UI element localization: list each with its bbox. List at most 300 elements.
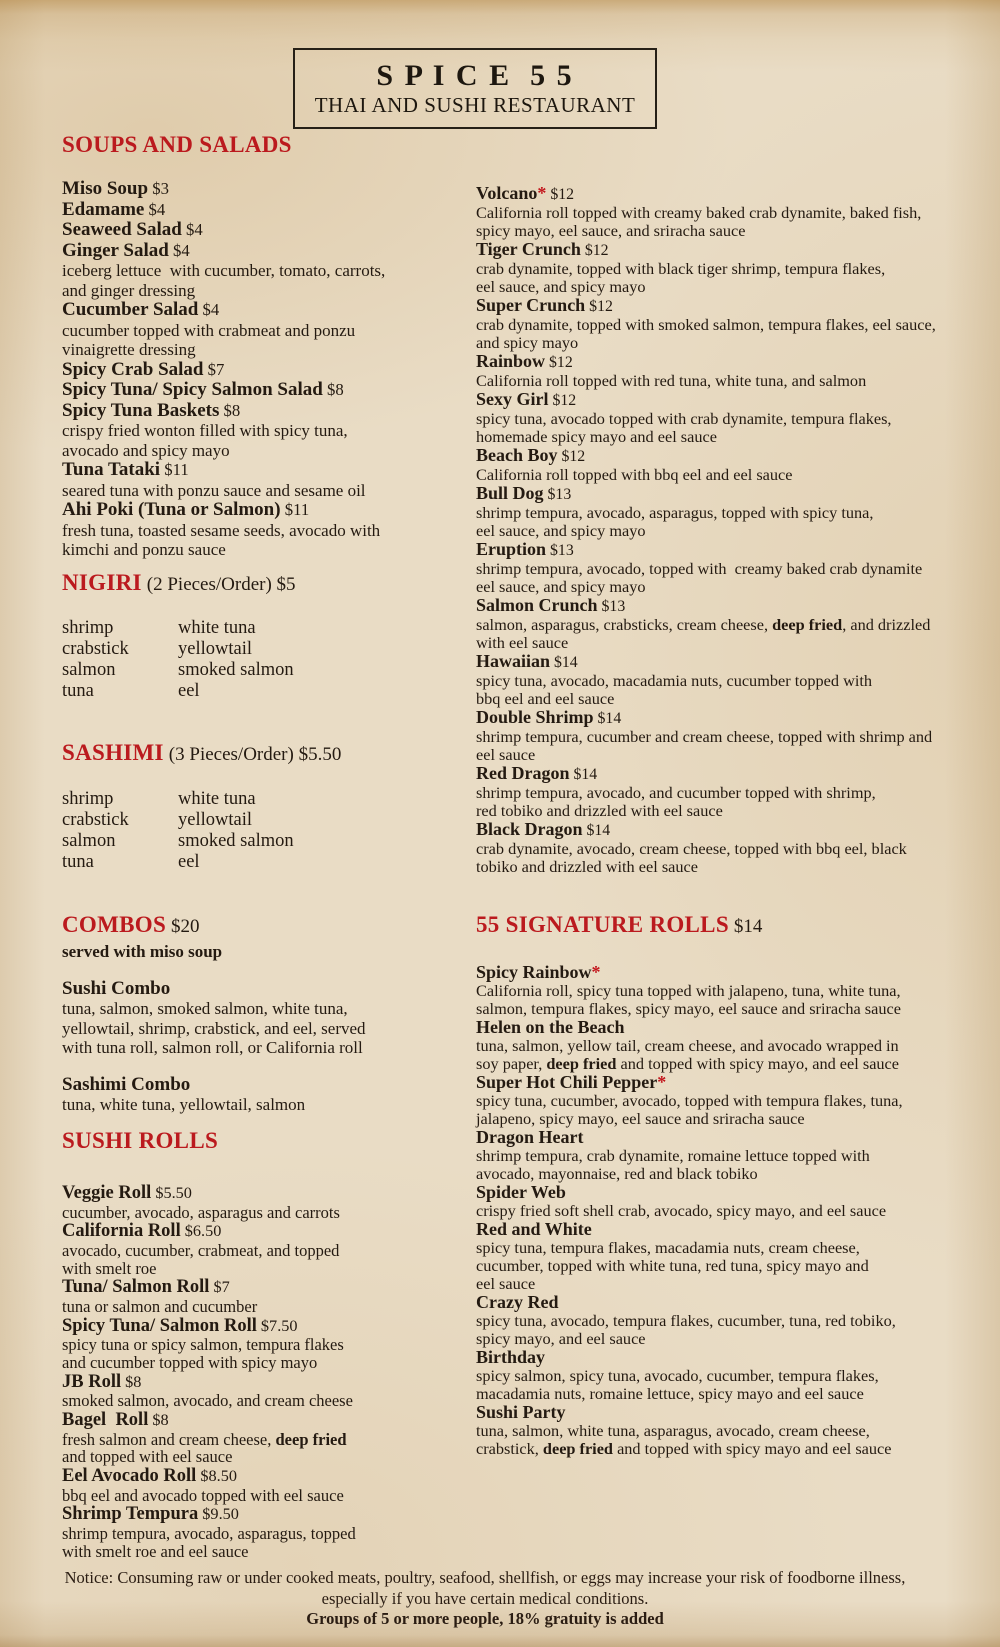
- item-name: Ahi Poki (Tuna or Salmon): [62, 499, 281, 520]
- fish-option: shrimp: [62, 789, 114, 809]
- item-price: $14: [593, 710, 622, 727]
- text-segment: soy paper,: [476, 1054, 547, 1073]
- item-description-line: [476, 858, 996, 876]
- item-name: Cucumber Salad: [62, 299, 199, 320]
- menu-item: [62, 1504, 464, 1560]
- text-segment: tobiko and drizzled with eel sauce: [476, 857, 698, 876]
- text-segment: spicy tuna or spicy salmon, tempura flakes: [62, 1335, 344, 1355]
- section-heading-text: 55 SIGNATURE ROLLS: [476, 912, 729, 937]
- section-heading: [62, 1128, 464, 1154]
- text-segment: spicy salmon, spicy tuna, avocado, cucumber, tempura flakes,: [476, 1366, 879, 1385]
- text-segment: and spicy mayo: [476, 333, 579, 352]
- text-segment: spicy tuna, tempura flakes, macadamia nuts, cream cheese,: [476, 1238, 860, 1257]
- item-description-line: [476, 616, 996, 634]
- item-description: [476, 672, 996, 708]
- item-description-line: [476, 316, 996, 334]
- menu-item: [62, 179, 464, 200]
- item-description-line: [476, 1312, 996, 1330]
- section-note: served with miso soup: [62, 942, 223, 961]
- item-name: Seaweed Salad: [62, 219, 182, 240]
- item-name-line: [62, 200, 464, 221]
- text-segment: macadamia nuts, romaine lettuce, spicy mayo and eel sauce: [476, 1384, 864, 1403]
- text-segment: spicy tuna, avocado topped with crab dynamite, tempura flakes,: [476, 409, 892, 428]
- item-description-line: [476, 1385, 996, 1403]
- item-description-line: [62, 521, 464, 541]
- restaurant-subtitle: THAI AND SUSHI RESTAURANT: [314, 93, 636, 117]
- menu-item: [476, 240, 996, 296]
- item-name: Red and White: [476, 1219, 592, 1239]
- item-name-line: [62, 1277, 464, 1298]
- item-name-line: [476, 1073, 996, 1092]
- item-description-line: [476, 204, 996, 222]
- item-description-line: [476, 1257, 996, 1275]
- item-price: $8: [121, 1371, 142, 1391]
- menu-item: [62, 220, 464, 241]
- item-description: [476, 560, 996, 596]
- menu-item: [476, 352, 996, 390]
- item-description-line: [62, 1354, 464, 1372]
- text-segment: spicy mayo, and eel sauce: [476, 1329, 646, 1348]
- item-description-line: [62, 261, 464, 281]
- fish-option: white tuna: [178, 618, 256, 638]
- section-heading-text: SUSHI ROLLS: [62, 1128, 219, 1153]
- text-segment: red tobiko and drizzled with eel sauce: [476, 801, 723, 820]
- item-description: [62, 1204, 464, 1222]
- item-description-line: [476, 1422, 996, 1440]
- footer-notice: [0, 1568, 970, 1630]
- menu-item: [62, 1372, 464, 1410]
- text-segment: and cucumber topped with spicy mayo: [62, 1352, 318, 1372]
- menu-item: [62, 200, 464, 221]
- menu-item: [476, 296, 996, 352]
- item-price: $11: [160, 460, 189, 479]
- item-description-line: [476, 982, 996, 1000]
- item-price: $9.50: [198, 1504, 239, 1524]
- menu-item: [62, 360, 464, 381]
- item-description-line: [62, 1431, 464, 1449]
- item-description-line: [476, 746, 996, 764]
- item-name-line: [476, 352, 996, 372]
- spicy-asterisk: *: [537, 183, 547, 203]
- item-price: $14: [550, 654, 578, 671]
- item-name: Bull Dog: [476, 483, 544, 503]
- item-name: Birthday: [476, 1347, 546, 1367]
- text-segment: salmon, asparagus, crabsticks, cream cheese,: [476, 615, 773, 634]
- item-description: [62, 1095, 464, 1115]
- item-description-line: [476, 634, 996, 652]
- text-segment: vinaigrette dressing: [62, 340, 196, 359]
- item-description: [62, 1392, 464, 1410]
- item-name: Miso Soup: [62, 178, 149, 199]
- item-name-line: [62, 179, 464, 200]
- item-description: [62, 321, 464, 360]
- text-segment: deep fried: [542, 1439, 613, 1458]
- item-name-line: [476, 596, 996, 616]
- item-name-line: [62, 401, 464, 422]
- fish-option: crabstick: [62, 639, 129, 659]
- item-description-line: [476, 372, 996, 390]
- item-name-line: [476, 1293, 996, 1312]
- menu-item: [476, 708, 996, 764]
- item-description: [62, 421, 464, 460]
- text-segment: crabstick,: [476, 1439, 543, 1458]
- item-price: $13: [543, 486, 572, 503]
- item-name: Spider Web: [476, 1182, 566, 1202]
- item-name: California Roll: [62, 1221, 181, 1242]
- text-segment: shrimp tempura, avocado, topped with creamy baked crab dynamite: [476, 559, 923, 578]
- item-description-line: [62, 340, 464, 360]
- text-segment: bbq eel and avocado topped with eel sauce: [62, 1485, 344, 1505]
- item-name: Sexy Girl: [476, 389, 549, 409]
- item-name-line: [62, 380, 464, 401]
- item-name: Hawaiian: [476, 651, 551, 671]
- item-name-line: [62, 220, 464, 241]
- text-segment: shrimp tempura, avocado, and cucumber topped with shrimp,: [476, 783, 876, 802]
- menu-item: [62, 1316, 464, 1372]
- item-description-line: [476, 1330, 996, 1348]
- item-name: Sashimi Combo: [62, 1073, 191, 1095]
- section-heading-suffix: $14: [733, 916, 763, 937]
- item-name: Spicy Tuna Baskets: [62, 399, 220, 421]
- item-name-line: [476, 484, 996, 504]
- item-price: $7.50: [256, 1315, 298, 1335]
- menu-item: [476, 1220, 996, 1293]
- item-price: $7: [203, 359, 225, 379]
- item-name-line: [62, 360, 464, 381]
- item-price: $4: [168, 240, 190, 260]
- menu-item: [62, 1466, 464, 1504]
- text-segment: eel sauce: [476, 1274, 536, 1293]
- section-items: [476, 963, 996, 1458]
- item-price: $12: [585, 298, 613, 315]
- menu-item: [62, 241, 464, 301]
- fish-options-column: [62, 789, 178, 873]
- text-segment: crab dynamite, avocado, cream cheese, topped with bbq eel, black: [476, 839, 907, 858]
- text-segment: eel sauce, and spicy mayo: [476, 577, 646, 596]
- item-description: [476, 316, 996, 352]
- item-price: $13: [546, 542, 574, 559]
- text-segment: with smelt roe: [62, 1258, 157, 1278]
- item-description-line: [62, 999, 464, 1019]
- text-segment: and topped with spicy mayo and eel sauce: [613, 1439, 892, 1458]
- menu-item: [62, 979, 464, 1058]
- item-description: [476, 466, 996, 484]
- section-heading-text: COMBOS: [62, 912, 167, 937]
- text-segment: tuna, salmon, smoked salmon, white tuna,: [62, 999, 348, 1018]
- item-description: [62, 1336, 464, 1372]
- text-segment: bbq eel and eel sauce: [476, 689, 615, 708]
- menu-item: [476, 1018, 996, 1073]
- item-name: Eruption: [476, 539, 547, 559]
- item-price: $12: [546, 186, 575, 203]
- fish-option: smoked salmon: [178, 831, 294, 851]
- item-name-line: [476, 652, 996, 672]
- menu-item: [476, 484, 996, 540]
- item-price: $8.50: [196, 1466, 237, 1486]
- item-name: Ginger Salad: [62, 239, 169, 261]
- item-name: Eel Avocado Roll: [62, 1466, 197, 1487]
- item-price: $4: [198, 300, 220, 319]
- text-segment: eel sauce: [476, 745, 536, 764]
- item-name-line: [476, 708, 996, 728]
- menu-item: [476, 652, 996, 708]
- menu-item: [476, 1293, 996, 1348]
- item-price: $12: [580, 242, 609, 259]
- text-segment: shrimp tempura, avocado, asparagus, topped with spicy tuna,: [476, 503, 874, 522]
- item-description-line: [62, 1095, 464, 1115]
- text-segment: deep fried: [546, 1054, 617, 1073]
- menu-item: [62, 1183, 464, 1221]
- item-name-line: [476, 390, 996, 410]
- item-description-line: [476, 410, 996, 428]
- item-name: Tuna/ Salmon Roll: [62, 1277, 210, 1298]
- text-segment: homemade spicy mayo and eel sauce: [476, 427, 717, 446]
- item-description: [476, 504, 996, 540]
- menu-item: [476, 963, 996, 1018]
- fish-option: yellowtail: [178, 810, 252, 830]
- text-segment: California roll topped with creamy baked crab dynamite, baked fish,: [476, 203, 922, 222]
- item-name: Sushi Party: [476, 1402, 566, 1422]
- item-price: $8: [219, 400, 241, 420]
- item-name: Beach Boy: [476, 445, 558, 465]
- menu-item: [476, 446, 996, 484]
- notice-line: especially if you have certain medical conditions.: [321, 1588, 649, 1608]
- item-name-line: [62, 1183, 464, 1204]
- section-items: [476, 184, 996, 876]
- fish-options-columns: [62, 618, 464, 702]
- item-name: JB Roll: [62, 1371, 122, 1392]
- item-description: [476, 1367, 996, 1403]
- item-description-line: [476, 1239, 996, 1257]
- item-price: $8: [148, 1410, 169, 1430]
- item-description: [62, 481, 464, 501]
- menu-item: [476, 596, 996, 652]
- item-price: $12: [548, 392, 577, 409]
- text-segment: crab dynamite, topped with smoked salmon, tempura flakes, eel sauce,: [476, 315, 936, 334]
- text-segment: avocado, cucumber, crabmeat, and topped: [62, 1240, 340, 1260]
- item-name-line: [476, 446, 996, 466]
- text-segment: spicy mayo, eel sauce, and sriracha sauce: [476, 221, 746, 240]
- section-items: [62, 789, 464, 873]
- menu-item: [62, 1410, 464, 1466]
- item-name: Helen on the Beach: [476, 1017, 625, 1037]
- item-description-line: [62, 1260, 464, 1278]
- item-description: [476, 784, 996, 820]
- item-description-line: [476, 578, 996, 596]
- item-name-line: [476, 1183, 996, 1202]
- fish-options-column: [178, 789, 294, 873]
- item-description-line: [62, 421, 464, 441]
- text-segment: tuna, white tuna, yellowtail, salmon: [62, 1094, 306, 1114]
- item-description: [62, 521, 464, 560]
- item-name-line: [476, 296, 996, 316]
- section-soups-and-salads: [62, 132, 464, 560]
- item-description: [62, 999, 464, 1058]
- item-description-line: [476, 784, 996, 802]
- item-name: Super Crunch: [476, 295, 586, 315]
- item-description-line: [476, 278, 996, 296]
- fish-options-column: [178, 618, 294, 702]
- menu-item: [62, 300, 464, 360]
- text-segment: cucumber, avocado, asparagus and carrots: [62, 1202, 340, 1222]
- item-name-line: [476, 1128, 996, 1147]
- item-name-line: [62, 1410, 464, 1431]
- item-description: [476, 1202, 996, 1220]
- menu-item: [476, 390, 996, 446]
- item-description: [476, 1092, 996, 1128]
- item-name: Edamame: [62, 198, 145, 220]
- fish-option: crabstick: [62, 810, 129, 830]
- section-heading-text: NIGIRI: [62, 570, 142, 595]
- text-segment: fresh tuna, toasted sesame seeds, avocado with: [62, 520, 381, 540]
- text-segment: fresh salmon and cream cheese,: [62, 1429, 276, 1449]
- item-name-line: [476, 963, 996, 982]
- item-description-line: [62, 321, 464, 341]
- text-segment: with eel sauce: [476, 633, 569, 652]
- text-segment: shrimp tempura, avocado, asparagus, topped: [62, 1523, 356, 1543]
- item-name-line: [62, 979, 464, 999]
- item-description-line: [476, 560, 996, 578]
- item-description-line: [476, 260, 996, 278]
- item-price: $6.50: [180, 1221, 222, 1241]
- menu-item: [62, 380, 464, 401]
- item-name: Volcano: [476, 183, 538, 203]
- section-heading-suffix: (3 Pieces/Order) $5.50: [168, 744, 342, 765]
- item-description-line: [476, 1000, 996, 1018]
- item-description: [476, 1422, 996, 1458]
- item-description: [62, 261, 464, 300]
- menu-item: [62, 1221, 464, 1277]
- text-segment: eel sauce, and spicy mayo: [476, 521, 646, 540]
- item-name: Bagel Roll: [62, 1410, 149, 1431]
- item-description: [476, 982, 996, 1018]
- section-heading: [476, 912, 996, 940]
- item-name-line: [476, 764, 996, 784]
- item-name-line: [476, 540, 996, 560]
- item-price: $4: [181, 220, 203, 239]
- item-description-line: [476, 1055, 996, 1073]
- section-heading-text: SASHIMI: [62, 740, 164, 765]
- item-description: [476, 1239, 996, 1293]
- item-description-line: [476, 466, 996, 484]
- item-name: Dragon Heart: [476, 1127, 584, 1147]
- item-name: Tiger Crunch: [476, 239, 581, 259]
- section-items: [62, 1183, 464, 1561]
- text-segment: shrimp tempura, cucumber and cream cheese, topped with shrimp and: [476, 727, 933, 746]
- item-name: Veggie Roll: [62, 1183, 152, 1203]
- item-price: $4: [144, 199, 166, 219]
- menu-item: [476, 820, 996, 876]
- item-name-line: [476, 1403, 996, 1422]
- item-description-line: [62, 1448, 464, 1466]
- item-price: $11: [280, 500, 310, 519]
- text-segment: kimchi and ponzu sauce: [62, 540, 226, 559]
- item-description-line: [62, 540, 464, 560]
- item-description: [476, 1147, 996, 1183]
- item-description: [476, 260, 996, 296]
- item-name-line: [62, 1504, 464, 1525]
- fish-option: tuna: [62, 852, 94, 872]
- item-price: $5.50: [151, 1183, 192, 1202]
- item-description: [476, 1037, 996, 1073]
- text-segment: crab dynamite, topped with black tiger shrimp, tempura flakes,: [476, 259, 886, 278]
- fish-option: smoked salmon: [178, 660, 294, 680]
- item-name: Super Hot Chili Pepper: [476, 1072, 658, 1092]
- text-segment: tuna, salmon, yellow tail, cream cheese, and avocado wrapped in: [476, 1036, 899, 1055]
- item-description-line: [62, 1336, 464, 1354]
- item-description: [62, 1487, 464, 1505]
- item-description: [62, 1298, 464, 1316]
- item-name: Spicy Crab Salad: [62, 358, 204, 380]
- item-name-line: [62, 1466, 464, 1487]
- text-segment: spicy tuna, avocado, tempura flakes, cucumber, tuna, red tobiko,: [476, 1311, 896, 1330]
- item-description: [62, 1431, 464, 1467]
- item-description: [476, 372, 996, 390]
- section-specialty-rolls: [476, 184, 996, 876]
- item-name-line: [62, 1372, 464, 1393]
- item-price: $7: [209, 1277, 230, 1297]
- text-segment: crispy fried wonton filled with spicy tuna,: [62, 421, 348, 440]
- text-segment: , and drizzled: [842, 615, 931, 634]
- text-segment: jalapeno, spicy mayo, eel sauce and sriracha sauce: [476, 1109, 805, 1128]
- fish-option: yellowtail: [178, 639, 252, 659]
- text-segment: crispy fried soft shell crab, avocado, spicy mayo, and eel sauce: [476, 1201, 887, 1220]
- text-segment: with tuna roll, salmon roll, or California roll: [62, 1038, 363, 1057]
- item-description-line: [62, 1487, 464, 1505]
- item-description-line: [62, 281, 464, 301]
- text-segment: smoked salmon, avocado, and cream cheese: [62, 1391, 353, 1411]
- fish-options-column: [62, 618, 178, 702]
- menu-item: [476, 764, 996, 820]
- item-description-line: [476, 1092, 996, 1110]
- item-description-line: [476, 1165, 996, 1183]
- item-name-line: [476, 820, 996, 840]
- item-name: Salmon Crunch: [476, 595, 598, 615]
- item-price: $8: [322, 380, 344, 399]
- item-description-line: [476, 428, 996, 446]
- item-description-line: [62, 481, 464, 501]
- fish-options-columns: [62, 789, 464, 873]
- text-segment: with smelt roe and eel sauce: [62, 1541, 249, 1561]
- item-description-line: [476, 522, 996, 540]
- item-description-line: [62, 1392, 464, 1410]
- section-items: [62, 618, 464, 702]
- spicy-asterisk: *: [657, 1072, 667, 1092]
- section-combos: [62, 912, 464, 1114]
- menu-item: [476, 1183, 996, 1220]
- item-price: $3: [148, 179, 169, 198]
- text-segment: deep fried: [275, 1429, 347, 1449]
- item-description-line: [62, 1298, 464, 1316]
- item-price: $13: [597, 598, 626, 615]
- section-heading: [62, 570, 464, 598]
- item-description-line: [476, 1202, 996, 1220]
- item-description-line: [476, 840, 996, 858]
- fish-option: eel: [178, 681, 200, 701]
- restaurant-title-box: [293, 48, 657, 129]
- item-description-line: [476, 690, 996, 708]
- menu-item: [476, 1128, 996, 1183]
- item-name: Spicy Tuna/ Spicy Salmon Salad: [62, 379, 323, 400]
- menu-item: [476, 1403, 996, 1458]
- item-price: $14: [582, 822, 611, 839]
- section-nigiri: [62, 570, 464, 702]
- item-name: Rainbow: [476, 351, 546, 371]
- item-description-line: [476, 334, 996, 352]
- item-description-line: [62, 1019, 464, 1039]
- item-price: $12: [557, 448, 586, 465]
- item-name: Sushi Combo: [62, 978, 171, 999]
